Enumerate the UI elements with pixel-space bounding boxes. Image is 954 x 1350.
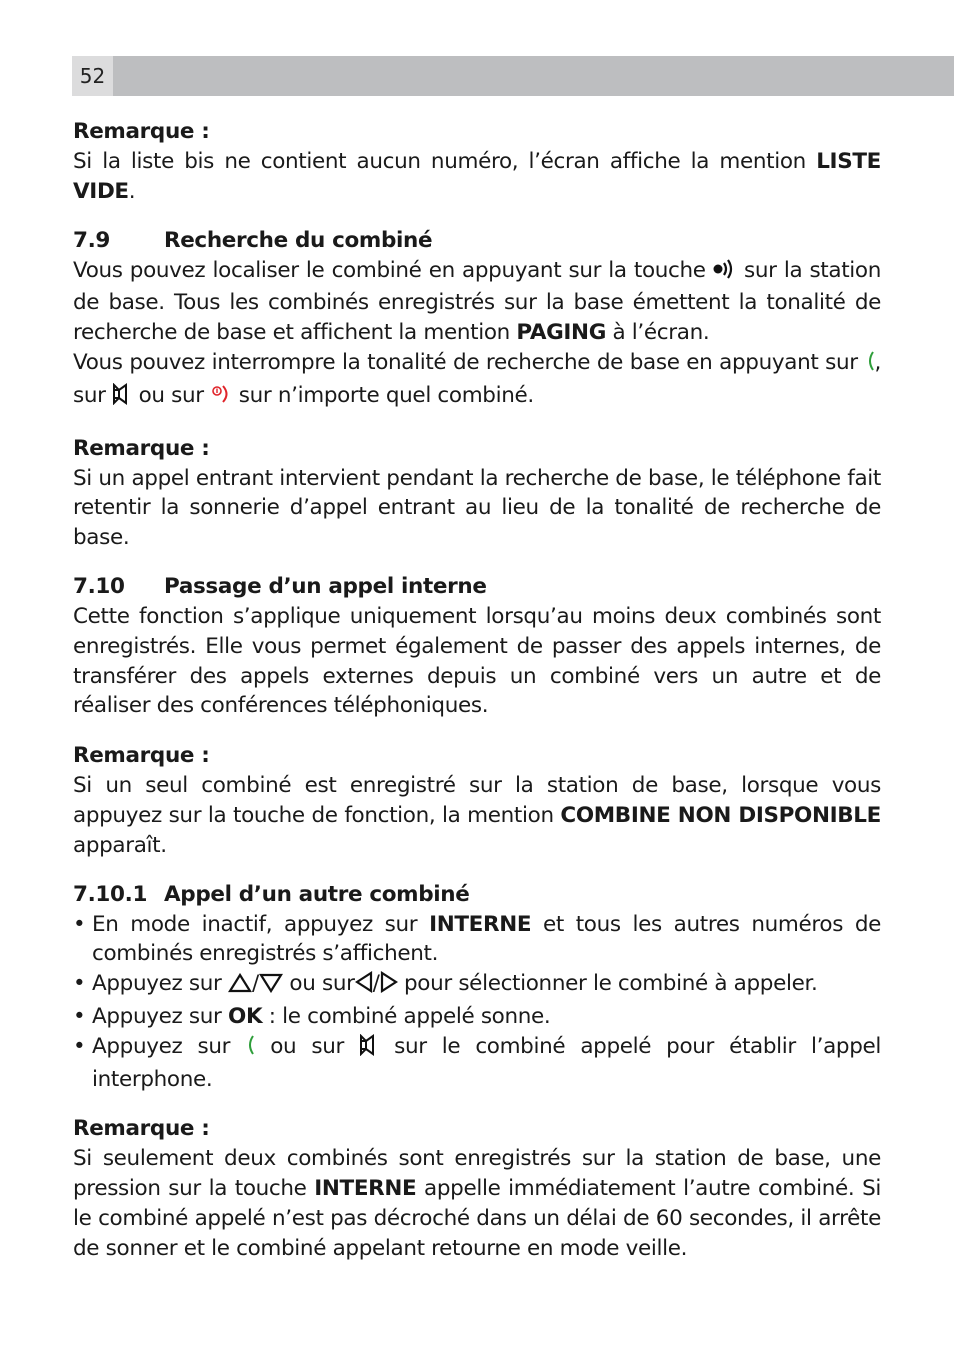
up-arrow-icon xyxy=(228,972,252,1002)
note-1-text: Si la liste bis ne contient aucun numéro, l’écran affiche la mention LISTE VIDE. xyxy=(73,149,881,204)
section-7-9-paragraph: Vous pouvez localiser le combiné en appuyant sur la touche sur la station de base. Tous les combinés enregistrés sur la base émettent la tonalité de recherche de base et affichent la mention PAGING à l’écran. xyxy=(73,257,881,346)
section-heading-7-10-1: 7.10.1 Appel d’un autre combiné xyxy=(73,881,470,907)
right-arrow-icon xyxy=(380,971,398,1002)
section-heading-7-10: 7.10 Passage d’un appel interne xyxy=(73,573,487,599)
end-call-icon xyxy=(210,383,232,414)
note-label: Remarque : xyxy=(73,435,210,461)
steps-list xyxy=(73,910,881,1095)
talk-icon xyxy=(245,1034,255,1065)
left-arrow-icon xyxy=(355,971,373,1002)
section-7-10-paragraph: Cette fonction s’applique uniquement lorsqu’au moins deux combinés sont enregistrés. Elle vous permet également de passer des appels internes, de transférer des appels externes depuis un combiné vers un autre et de réaliser des conférences téléphoniques. xyxy=(73,603,881,719)
list-item: • En mode inactif, appuyez sur INTERNE et tous les autres numéros de combinés enregistrés s’affichent. xyxy=(73,910,881,970)
note-4-text: Si seulement deux combinés sont enregistrés sur la station de base, une pression sur la touche INTERNE appelle immédiatement l’autre combiné. Si le combiné appelé n’est pas décroché dans un délai de 60 secondes, il arrête de sonner et le combiné appelant retourne en mode veille. xyxy=(73,1146,881,1261)
speaker-icon xyxy=(112,383,132,414)
note-label: Remarque : xyxy=(73,743,210,769)
paging-icon xyxy=(713,258,737,289)
header-bar xyxy=(72,56,954,96)
speaker-icon xyxy=(359,1034,379,1065)
page-number: 52 xyxy=(72,56,113,96)
talk-icon xyxy=(865,350,875,381)
list-item: • Appuyez sur ou sur sur le combiné appelé pour établir l’appel interphone. xyxy=(73,1032,881,1095)
down-arrow-icon xyxy=(259,972,283,1002)
note-3-text: Si un seul combiné est enregistré sur la station de base, lorsque vous appuyez sur la touche de fonction, la mention COMBINE NON DISPONIBLE apparaît. xyxy=(73,773,881,858)
list-item: • Appuyez sur OK : le combiné appelé sonne. xyxy=(73,1002,881,1032)
list-item: • Appuyez sur / ou sur / pour sélectionner le combiné à appeler. xyxy=(73,969,881,1002)
note-label: Remarque : xyxy=(73,119,210,144)
section-7-9-paragraph-2: Vous pouvez interrompre la tonalité de recherche de base en appuyant sur , sur ou sur sur n’importe quel combiné. xyxy=(73,348,881,414)
section-heading-7-9: 7.9 Recherche du combiné xyxy=(73,227,433,253)
note-2-text: Si un appel entrant intervient pendant la recherche de base, le téléphone fait retentir la sonnerie d’appel entrant au lieu de la tonalité de recherche de base. xyxy=(73,465,881,551)
page-content xyxy=(73,116,881,1264)
note-label: Remarque : xyxy=(73,1116,210,1142)
